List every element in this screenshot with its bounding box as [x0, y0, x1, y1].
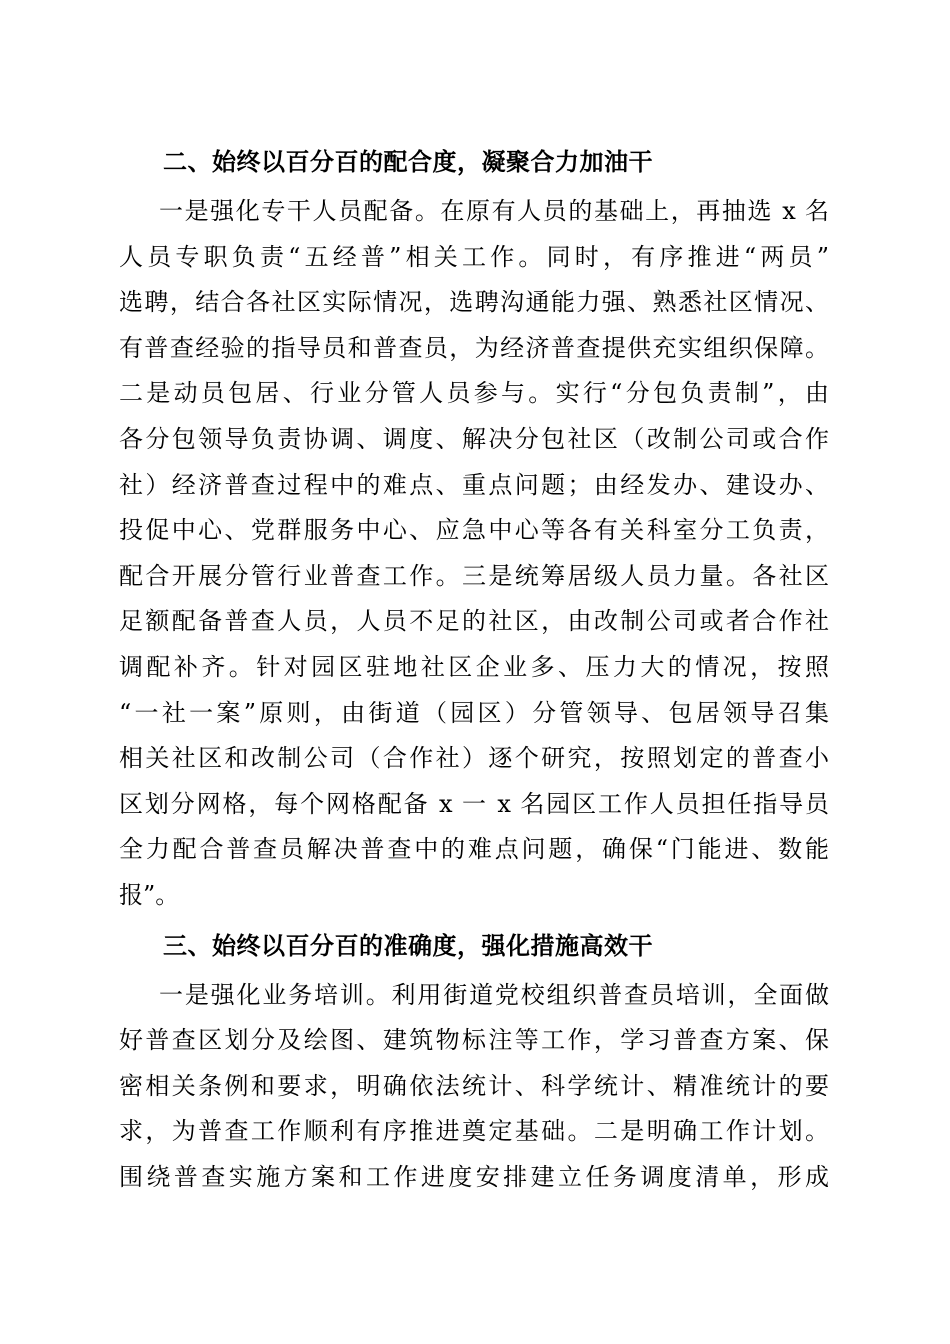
- text-line: 全力配合普查员解决普查中的难点问题，确保“门能进、数能: [119, 835, 829, 864]
- text-line: 一是强化专干人员配备。在原有人员的基础上，再抽选 x 名: [159, 197, 829, 225]
- section-2-heading: 二、始终以百分百的配合度，凝聚合力加油干: [163, 148, 653, 176]
- text-line: 投促中心、党群服务中心、应急中心等各有关科室分工负责，: [119, 516, 829, 545]
- text-line: 相关社区和改制公司（合作社）逐个研究，按照划定的普查小: [119, 744, 829, 773]
- text-line: 二是动员包居、行业分管人员参与。实行“分包负责制”，由: [119, 379, 829, 408]
- text-line: 求，为普查工作顺利有序推进奠定基础。二是明确工作计划。: [119, 1117, 829, 1146]
- text-line: 各分包领导负责协调、调度、解决分包社区（改制公司或合作: [119, 424, 829, 453]
- text-line: 围绕普查实施方案和工作进度安排建立任务调度清单，形成: [119, 1162, 829, 1191]
- text-line: 选聘，结合各社区实际情况，选聘沟通能力强、熟悉社区情况、: [119, 288, 829, 317]
- text-line: 配合开展分管行业普查工作。三是统筹居级人员力量。各社区: [119, 561, 829, 590]
- section-3-paragraph: [119, 973, 829, 1201]
- text-line: 密相关条例和要求，明确依法统计、科学统计、精准统计的要: [119, 1071, 829, 1100]
- document-body: [119, 135, 829, 1200]
- text-line: 好普查区划分及绘图、建筑物标注等工作，学习普查方案、保: [119, 1026, 829, 1055]
- section-2-paragraph: [119, 189, 829, 919]
- text-line: 一是强化业务培训。利用街道党校组织普查员培训，全面做: [159, 980, 829, 1009]
- text-line: 区划分网格，每个网格配备 x 一 x 名园区工作人员担任指导员: [119, 789, 829, 818]
- text-line: 有普查经验的指导员和普查员，为经济普查提供充实组织保障。: [119, 333, 829, 362]
- text-line: 报”。: [119, 880, 180, 909]
- text-line: 社）经济普查过程中的难点、重点问题；由经发办、建设办、: [119, 470, 829, 499]
- text-line: 足额配备普查人员，人员不足的社区，由改制公司或者合作社: [119, 607, 829, 636]
- section-3-heading: 三、始终以百分百的准确度，强化措施高效干: [163, 931, 653, 960]
- text-line: 调配补齐。针对园区驻地社区企业多、压力大的情况，按照: [119, 652, 829, 681]
- text-line: 人员专职负责“五经普”相关工作。同时，有序推进“两员”: [119, 242, 829, 271]
- text-line: “一社一案”原则，由街道（园区）分管领导、包居领导召集: [119, 698, 829, 727]
